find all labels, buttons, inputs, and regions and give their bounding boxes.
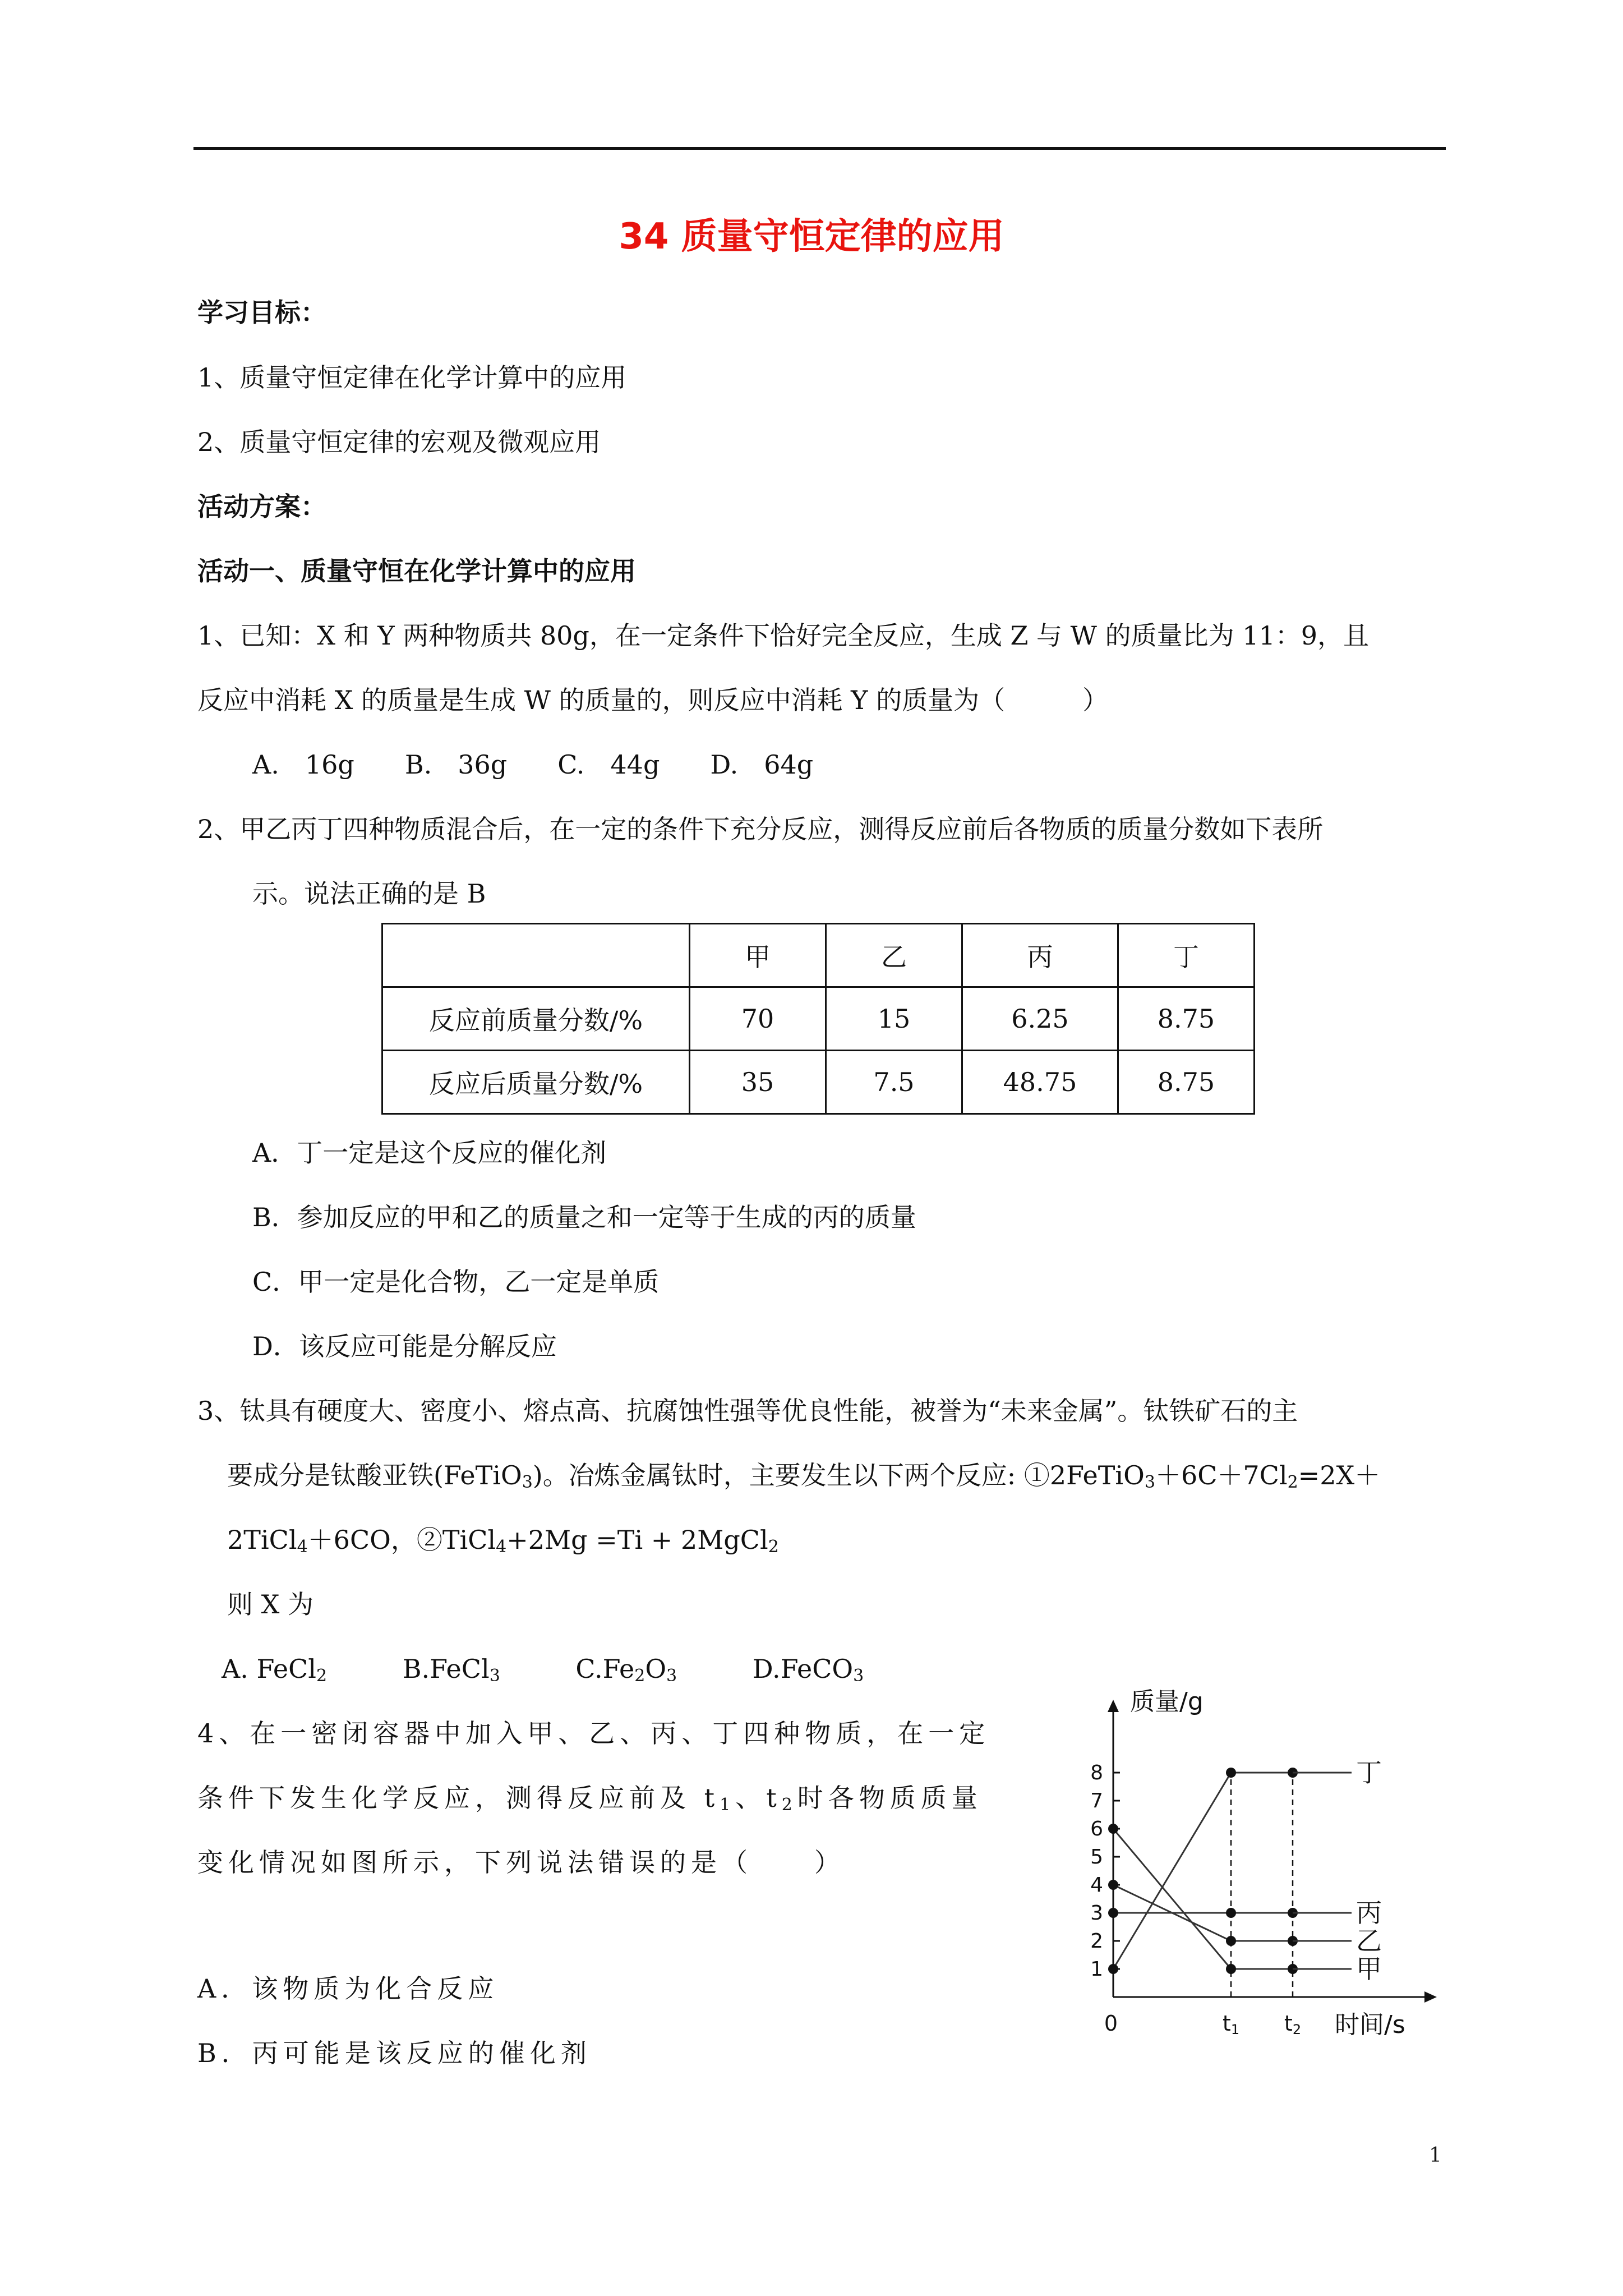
table-cell: 反应前质量分数/% [382, 987, 690, 1051]
table-cell: 15 [826, 987, 962, 1051]
q3-option-b: B.FeCl$_3$ [402, 1654, 500, 1686]
q2-option-c: C．甲一定是化合物，乙一定是单质 [252, 1267, 660, 1297]
series-line [1113, 1773, 1293, 1969]
q1-option-b: B. 36g [404, 749, 508, 780]
page-number: 1 [1429, 2144, 1442, 2167]
x-tick-label: t1 [1222, 2011, 1240, 2037]
table-row [382, 987, 1255, 1051]
data-point [1108, 1908, 1118, 1918]
q3-line4: 则 X 为 [227, 1589, 313, 1619]
series-label: 甲 [1356, 1954, 1382, 1984]
mass-time-chart [1077, 1683, 1469, 2076]
table-cell: 8.75 [1118, 987, 1255, 1051]
activity1-heading: 活动一、质量守恒在化学计算中的应用 [197, 556, 636, 586]
q2-line1: 2、甲乙丙丁四种物质混合后，在一定的条件下充分反应，测得反应前后各物质的质量分数如下表所 [197, 814, 1324, 844]
table-header-row [382, 924, 1255, 987]
objective-1: 1、质量守恒定律在化学计算中的应用 [197, 362, 627, 393]
x-tick-label: t2 [1284, 2011, 1302, 2037]
table-header-cell [382, 924, 690, 987]
data-point [1226, 1768, 1236, 1778]
series-line [1113, 1829, 1293, 1969]
q2-line2: 示。说法正确的是 B [252, 878, 486, 909]
q2-option-b: B．参加反应的甲和乙的质量之和一定等于生成的丙的质量 [252, 1202, 916, 1232]
q1-option-a: A. 16g [252, 749, 354, 780]
objectives-heading: 学习目标： [197, 297, 326, 328]
table-header-cell: 丙 [962, 924, 1118, 987]
q2-option-d: D．该反应可能是分解反应 [252, 1331, 557, 1361]
data-point [1226, 1964, 1236, 1974]
y-tick-label: 8 [1090, 1761, 1103, 1784]
q4-line3: 变化情况如图所示，下列说法错误的是（ ） [197, 1847, 845, 1878]
table-cell: 35 [690, 1051, 826, 1114]
q3-line1: 3、钛具有硬度大、密度小、熔点高、抗腐蚀性强等优良性能，被誉为“未来金属”。钛铁矿石的主 [197, 1396, 1298, 1426]
q3-option-a: A. FeCl$_2$ [222, 1654, 328, 1686]
table-header-cell: 乙 [826, 924, 962, 987]
q3-line3: 2TiCl$_4$＋6CO，②TiCl$_4$+2Mg =Ti + 2MgCl$_2$ [227, 1525, 779, 1557]
q4-option-a: A．该物质为化合反应 [197, 1973, 499, 2004]
y-tick-label: 7 [1090, 1789, 1103, 1812]
q3-option-c: $C.Fe_2O_3$ [575, 1654, 677, 1686]
data-point [1226, 1908, 1236, 1918]
header-rule [193, 147, 1446, 150]
q1-option-d: D. 64g [710, 749, 814, 780]
q1-options [252, 745, 813, 784]
table-header-cell: 丁 [1118, 924, 1255, 987]
q1-option-c: C. 44g [557, 749, 660, 780]
table-cell: 8.75 [1118, 1051, 1255, 1114]
q1-line2: 反应中消耗 X 的质量是生成 W 的质量的，则反应中消耗 Y 的质量为（ ） [197, 685, 1109, 715]
y-tick-label: 5 [1090, 1846, 1103, 1869]
q3-options [222, 1649, 886, 1688]
data-point [1108, 1964, 1118, 1974]
data-point [1108, 1880, 1118, 1890]
data-point [1226, 1936, 1236, 1946]
table-row [382, 1051, 1255, 1114]
x-axis-label: 时间/s [1335, 2010, 1405, 2039]
series-label: 乙 [1356, 1926, 1382, 1956]
series-label: 丙 [1356, 1898, 1382, 1928]
page-title: 34 质量守恒定律的应用 [619, 216, 1004, 257]
mass-fraction-table [381, 923, 1255, 1115]
objective-2: 2、质量守恒定律的宏观及微观应用 [197, 427, 601, 457]
y-tick-label: 2 [1090, 1930, 1103, 1953]
data-point [1108, 1824, 1118, 1834]
y-tick-label: 6 [1090, 1818, 1103, 1841]
table-cell: 反应后质量分数/% [382, 1051, 690, 1114]
table-cell: 7.5 [826, 1051, 962, 1114]
q4-line2: 条件下发生化学反应，测得反应前及 $t_1$、$t_2$时各物质质量 [197, 1783, 983, 1815]
q4-option-b: B．丙可能是该反应的催化剂 [197, 2038, 592, 2068]
y-tick-label: 4 [1090, 1874, 1103, 1897]
table-cell: 6.25 [962, 987, 1118, 1051]
x-tick-label: 0 [1104, 2011, 1118, 2036]
y-tick-label: 3 [1090, 1902, 1103, 1925]
table-header-cell: 甲 [690, 924, 826, 987]
table-cell: 70 [690, 987, 826, 1051]
q3-line2: 要成分是钛酸亚铁(FeTiO$_3$)。冶炼金属钛时，主要发生以下两个反应: $①2FeTiO_3+6C+7Cl_2=2X+$ [227, 1460, 1381, 1492]
plan-heading: 活动方案： [197, 491, 326, 522]
y-tick-label: 1 [1090, 1958, 1103, 1981]
y-axis-label: 质量/g [1130, 1687, 1204, 1716]
series-label: 丁 [1356, 1757, 1382, 1788]
q3-option-d: D.FeCO$_3$ [752, 1654, 864, 1686]
q4-line1: 4、在一密闭容器中加入甲、乙、丙、丁四种物质，在一定 [197, 1718, 990, 1749]
q2-option-a: A．丁一定是这个反应的催化剂 [252, 1138, 607, 1168]
table-cell: 48.75 [962, 1051, 1118, 1114]
y-axis-arrow [1108, 1700, 1119, 1712]
x-axis-arrow [1424, 1991, 1437, 2003]
q1-line1: 1、已知：X 和 Y 两种物质共 80g，在一定条件下恰好完全反应，生成 Z 与 W 的质量比为 11：9，且 [197, 620, 1370, 651]
